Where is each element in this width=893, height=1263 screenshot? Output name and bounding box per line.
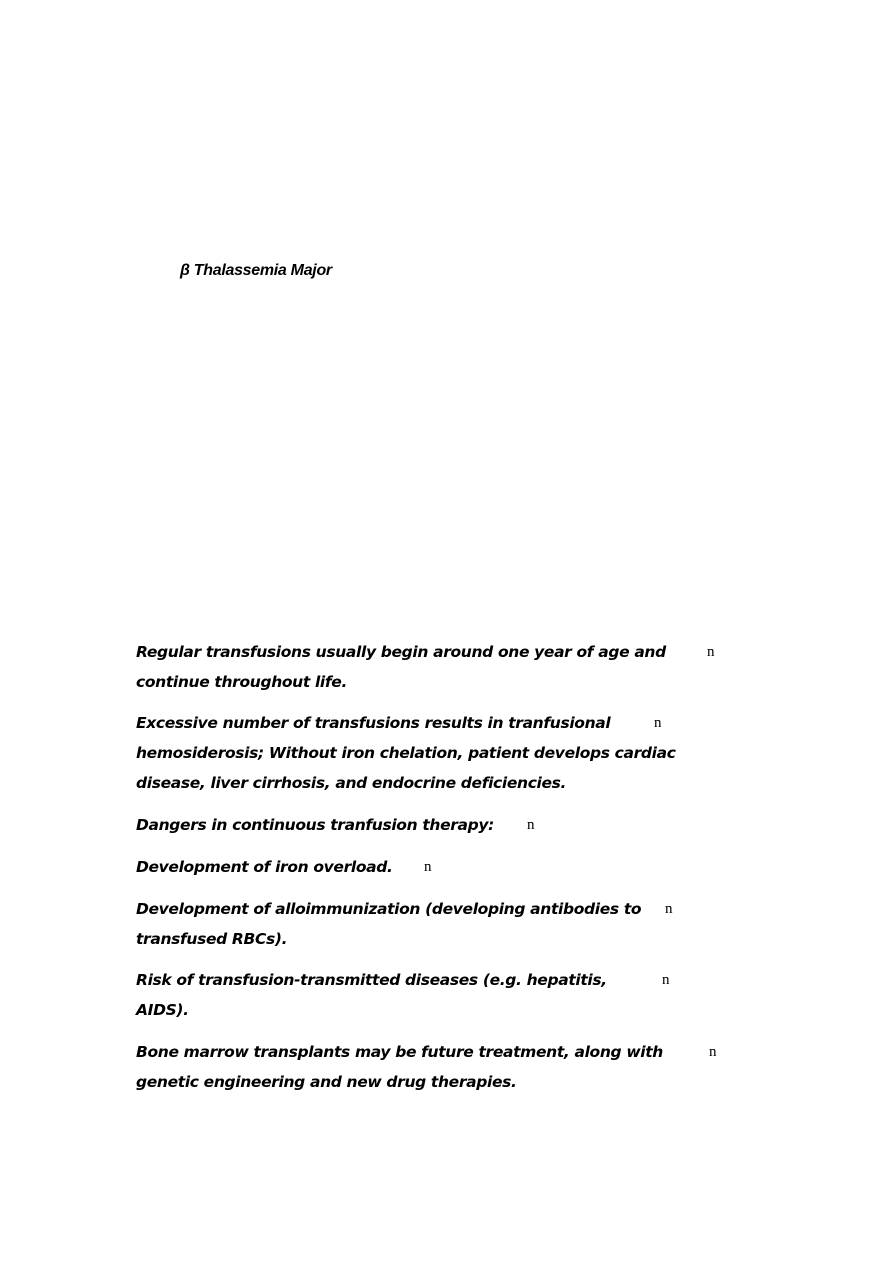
paragraph-line: Risk of transfusion-transmitted diseases (e.g. hepatitis,: [136, 971, 607, 989]
paragraph: [136, 708, 736, 798]
paragraph-line: Regular transfusions usually begin around one year of age and: [136, 643, 666, 661]
paragraph-line: hemosiderosis; Without iron chelation, patient develops cardiac: [136, 744, 676, 762]
bullet-marker: n: [709, 1044, 717, 1060]
paragraph: [136, 965, 736, 1025]
bullet-marker: n: [707, 644, 715, 660]
bullet-marker: n: [662, 972, 670, 988]
paragraph: [136, 852, 736, 882]
bullet-marker: n: [654, 715, 662, 731]
paragraph-line: genetic engineering and new drug therapies.: [136, 1073, 517, 1091]
paragraph: [136, 810, 736, 840]
paragraph-line: Excessive number of transfusions results in tranfusional: [136, 714, 611, 732]
bullet-marker: n: [527, 817, 535, 833]
paragraph: [136, 894, 736, 954]
paragraph: [136, 637, 736, 697]
paragraph-line: continue throughout life.: [136, 673, 347, 691]
paragraph: [136, 1037, 736, 1097]
paragraph-line: Development of iron overload.: [136, 858, 393, 876]
paragraph-line: AIDS).: [136, 1001, 189, 1019]
paragraph-line: disease, liver cirrhosis, and endocrine deficiencies.: [136, 774, 567, 792]
paragraph-line: Development of alloimmunization (developing antibodies to: [136, 900, 642, 918]
bullet-marker: n: [424, 859, 432, 875]
paragraph-line: Bone marrow transplants may be future treatment, along with: [136, 1043, 663, 1061]
bullet-marker: n: [665, 901, 673, 917]
paragraph-line: Dangers in continuous tranfusion therapy:: [136, 816, 494, 834]
paragraph-line: transfused RBCs).: [136, 930, 288, 948]
slide-title: β Thalassemia Major: [180, 262, 332, 279]
